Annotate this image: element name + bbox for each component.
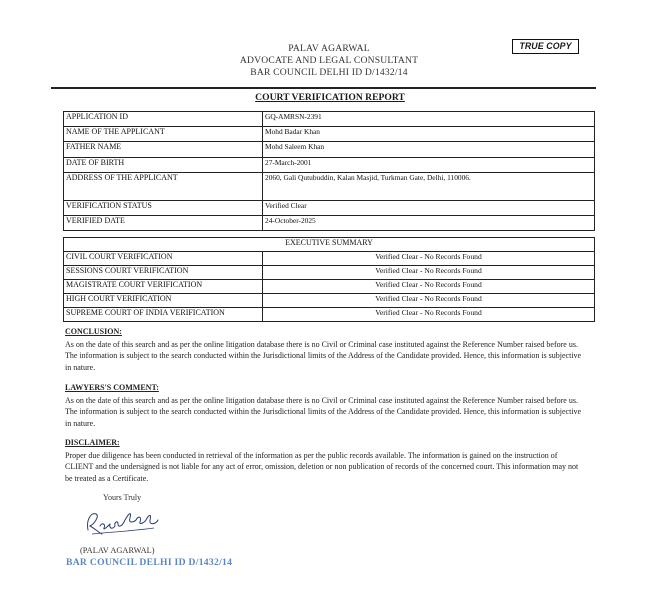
detail-value: Verified Clear [263,201,595,216]
detail-label: NAME OF THE APPLICANT [64,127,263,142]
table-row [64,280,595,294]
lawyer-comment-text: As on the date of this search and as per the online litigation database there is no Civil or Criminal case instituted against the Reference Number raised before us. The information is subject to the search conducted within the Jurisdictional limits of the Address of the Candidate provided. Hence, this information is subjective in nature. [65,395,582,428]
detail-label: ADDRESS OF THE APPLICANT [64,173,263,201]
conclusion-text: As on the date of this search and as per the online litigation database there is no Civil or Criminal case instituted against the Reference Number raised before us. The information is subject to the search conducted within the Jurisdictional limits of the Address of the Candidate provided. Hence, this information is subjective in nature. [65,339,582,372]
disclaimer-text: Proper due diligence has been conducted in retrieval of the information as per the public records available. The information is gained on the instruction of CLIENT and the undersigned is not liable for any act of error, omission, deletion or non publication of records of the concerned court. This information may not be treated as a Certificate. [65,450,579,483]
summary-label: SESSIONS COURT VERIFICATION [64,266,263,280]
executive-summary-table [63,237,595,322]
summary-value: Verified Clear - No Records Found [263,280,595,294]
true-copy-stamp: TRUE COPY [512,39,579,54]
summary-value: Verified Clear - No Records Found [263,294,595,308]
table-row [64,266,595,280]
table-row [64,308,595,322]
report-title-text: COURT VERIFICATION REPORT [255,92,405,103]
table-row [64,173,595,201]
summary-label: CIVIL COURT VERIFICATION [64,252,263,266]
summary-value: Verified Clear - No Records Found [263,266,595,280]
detail-value: GQ-AMRSN-2391 [263,112,595,127]
detail-label: DATE OF BIRTH [64,158,263,173]
disclaimer-heading: DISCLAIMER: [65,438,120,447]
detail-label: FATHER NAME [64,142,263,158]
disclaimer-section [65,437,585,484]
detail-value: Mohd Saleem Khan [263,142,595,158]
detail-value: 2060, Gali Qutubuddin, Kalan Masjid, Turkman Gate, Delhi, 110006. [263,173,595,201]
summary-label: HIGH COURT VERIFICATION [64,294,263,308]
advocate-name: PALAV AGARWAL [288,43,370,54]
detail-label: APPLICATION ID [64,112,263,127]
table-row [64,216,595,231]
bar-council-id: BAR COUNCIL DELHI ID D/1432/14 [250,67,408,78]
conclusion-heading: CONCLUSION: [65,327,122,336]
table-row [64,127,595,142]
table-row [64,294,595,308]
summary-label: MAGISTRATE COURT VERIFICATION [64,280,263,294]
summary-label: SUPREME COURT OF INDIA VERIFICATION [64,308,263,322]
table-row [64,112,595,127]
table-row [64,142,595,158]
conclusion-section [65,326,585,373]
advocate-role: ADVOCATE AND LEGAL CONSULTANT [239,55,419,66]
header-divider [51,87,596,89]
table-row [64,238,595,252]
closing-text: Yours Truly [103,493,142,502]
table-row [64,252,595,266]
table-row [64,201,595,216]
detail-label: VERIFIED DATE [64,216,263,231]
table-row [64,158,595,173]
summary-value: Verified Clear - No Records Found [263,252,595,266]
signatory-name: (PALAV AGARWAL) [80,546,155,555]
footer-bar-council-id: BAR COUNCIL DELHI ID D/1432/14 [66,557,233,568]
lawyer-comment-section [65,382,585,429]
summary-value: Verified Clear - No Records Found [263,308,595,322]
detail-value: Mohd Badar Khan [263,127,595,142]
signature-image [82,506,162,540]
summary-heading: EXECUTIVE SUMMARY [64,238,595,252]
lawyer-comment-heading: LAWYERS'S COMMENT: [65,383,159,392]
detail-value: 27-March-2001 [263,158,595,173]
detail-label: VERIFICATION STATUS [64,201,263,216]
report-title [0,92,652,103]
applicant-details-table [63,111,595,231]
detail-value: 24-October-2025 [263,216,595,231]
